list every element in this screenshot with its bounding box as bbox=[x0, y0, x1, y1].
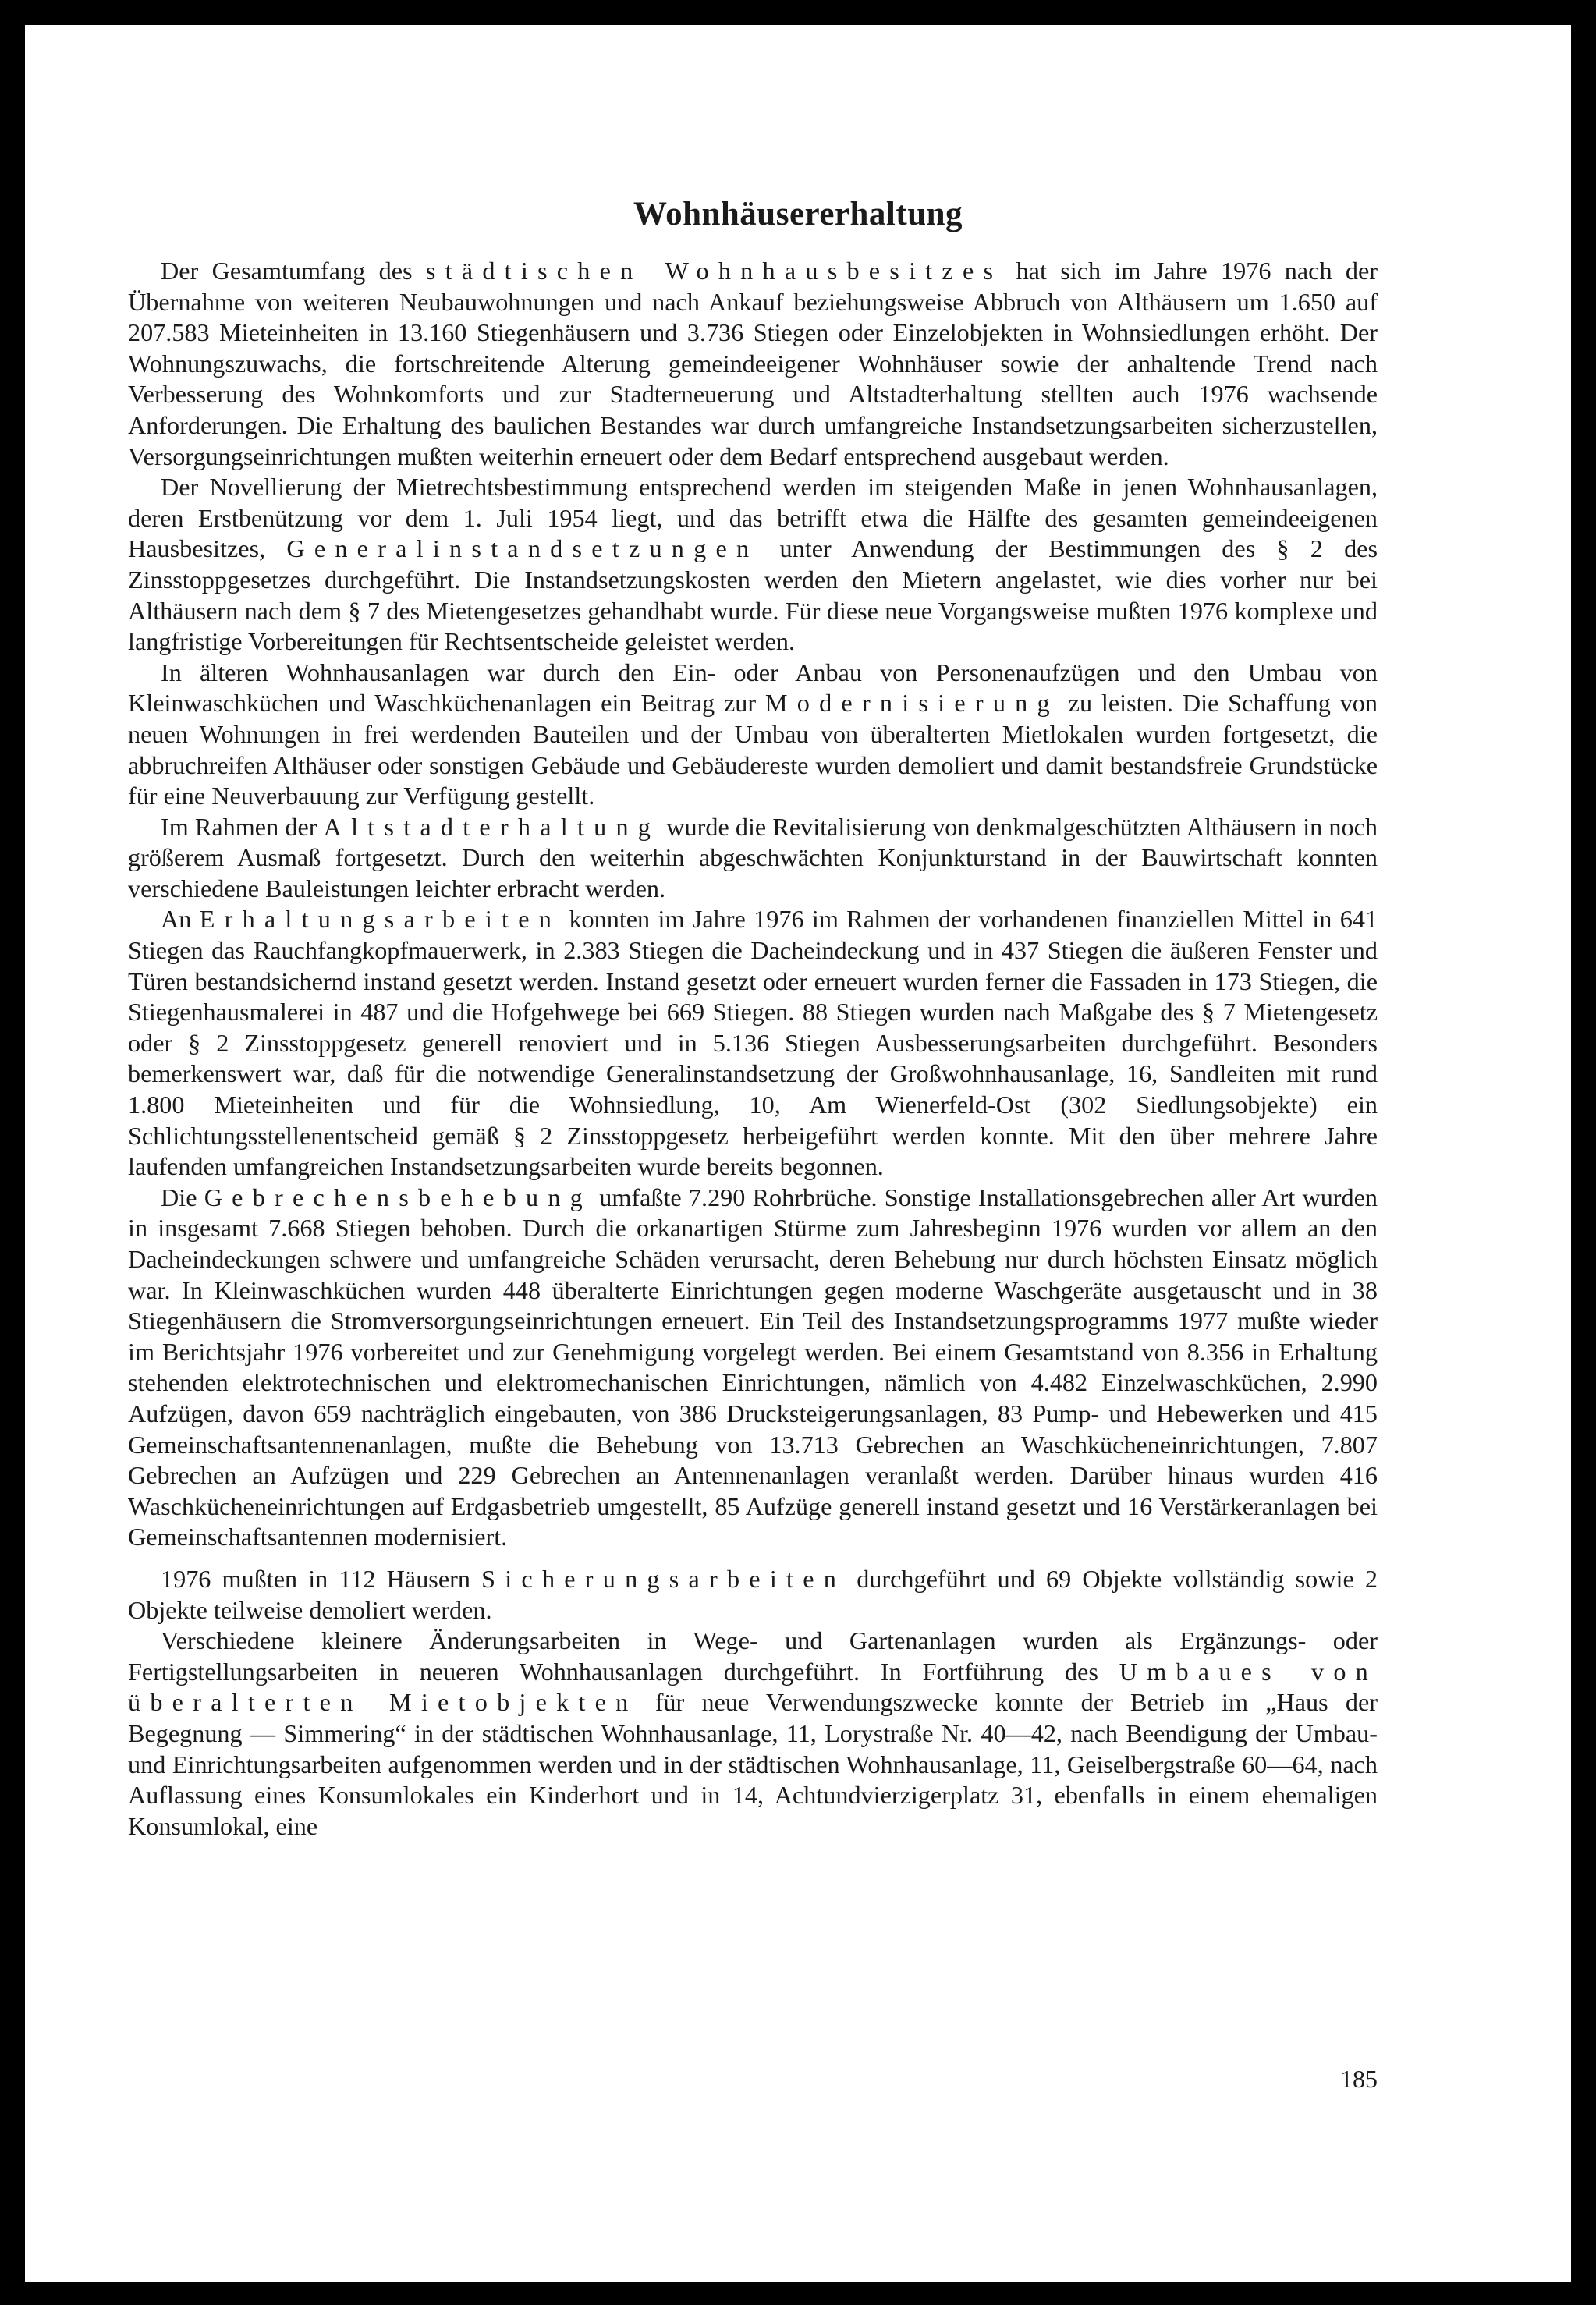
text-run: für neue Verwendungszwecke konnte der Betrieb im „Haus der Begegnung — Simmering“ in der städtischen Wohnhausanlage, 11, Lorystraße Nr. 40—42, nach Beendigung der Umbau- und Einrichtungsarbeiten aufgenommen werden und in der städtischen Wohnhausanlage, 11, Geiselbergstraße 60—64, nach Auflassung eines Konsumlokales ein Kinderhort und in 14, Achtundvierzigerplatz 31, ebenfalls in einem ehemaligen Konsumlokal, eine bbox=[128, 1688, 1378, 1840]
text-run: durchgeführt und 69 Objekte vollständig sowie 2 Objekte teilweise demoliert werden. bbox=[128, 1564, 1378, 1624]
paragraph-umbau bbox=[128, 1626, 1378, 1842]
paragraph-altstadterhaltung bbox=[128, 812, 1378, 905]
emphasized-term: Erhaltungsarbeiten bbox=[199, 905, 562, 934]
emphasized-term: Gebrechensbehebung bbox=[204, 1183, 593, 1211]
text-run: In älteren Wohnhausanlagen war durch den Ein- oder Anbau von Personenaufzügen und den Umbau von Kleinwaschküchen und Waschküchenanlagen ein Beitrag zur bbox=[128, 658, 1378, 718]
emphasized-term: Modernisierung bbox=[764, 689, 1059, 718]
paragraph-generalinstandsetzungen bbox=[128, 472, 1378, 658]
text-run: Im Rahmen der bbox=[161, 812, 324, 841]
page-number: 185 bbox=[1340, 2065, 1378, 2093]
text-run: Die bbox=[161, 1183, 204, 1211]
emphasized-term: Sicherungsarbeiten bbox=[481, 1564, 846, 1593]
text-run: Der Novellierung der Mietrechtsbestimmung entsprechend werden im steigenden Maße in jenen Wohnhausanlagen, deren Erstbenützung vor dem 1. Juli 1954 liegt, und das betrifft etwa die Hälfte des gesamten gemeindeeigenen Hausbesitzes, bbox=[128, 473, 1378, 563]
text-run: konnten im Jahre 1976 im Rahmen der vorhandenen finanziellen Mittel in 641 Stiegen das Rauchfangkopfmauerwerk, in 2.383 Stiegen die Dacheindeckung und in 437 Stiegen die äußeren Fenster und Türen bestandsichernd instand gesetzt werden. Instand gesetzt oder erneuert wurden ferner die Fassaden in 173 Stiegen, die Stiegenhausmalerei in 487 und die Hofgehwege bei 669 Stiegen. 88 Stiegen wurden nach Maßgabe des § 7 Mietengesetz oder § 2 Zinsstoppgesetz generell renoviert und in 5.136 Stiegen Ausbesserungsarbeiten durchgeführt. Besonders bemerkenswert war, daß für die notwendige Generalinstandsetzung der Großwohnhausanlage, 16, Sandleiten mit rund 1.800 Mieteinheiten und für die Wohnsiedlung, 10, Am Wienerfeld-Ost (302 Siedlungsobjekte) ein Schlichtungsstellenentscheid gemäß § 2 Zinsstoppgesetz herbeigeführt werden konnte. Mit den über mehrere Jahre laufenden umfangreichen Instandsetzungsarbeiten wurde bereits begonnen. bbox=[128, 905, 1378, 1181]
emphasized-term: städtischen Wohnhausbesitzes bbox=[425, 257, 1003, 285]
text-run: unter Anwendung der Bestimmungen des § 2 des Zinsstoppgesetzes durchgeführt. Die Instandsetzungskosten werden den Mietern angelastet, wie dies vorher nur bei Althäusern nach dem § 7 des Mietengesetzes gehandhabt wurde. Für diese neue Vorgangsweise mußten 1976 komplexe und langfristige Vorbereitungen für Rechtsentscheide geleistet werden. bbox=[128, 534, 1378, 656]
emphasized-term: Umbaues von überalterten Mietobjekten bbox=[128, 1657, 1378, 1717]
emphasized-term: Generalinstandsetzungen bbox=[286, 534, 759, 563]
text-run: zu leisten. Die Schaffung von neuen Wohnungen in frei werdenden Bauteilen und der Umbau von überalterten Mietlokalen wurden fortgesetzt, die abbruchreifen Althäuser oder sonstigen Gebäude und Gebäudereste wurden demoliert und damit bestandsfreie Grundstücke für eine Neuverbauung zur Verfügung gestellt. bbox=[128, 689, 1378, 810]
text-run: wurde die Revitalisierung von denkmalgeschützten Althäusern in noch größerem Ausmaß fortgesetzt. Durch den weiterhin abgeschwächten Konjunkturstand in der Bauwirtschaft konnten verschiedene Bauleistungen leichter erbracht werden. bbox=[128, 812, 1378, 902]
paragraph-erhaltungsarbeiten bbox=[128, 904, 1378, 1182]
paragraph-wohnhausbesitz bbox=[128, 256, 1378, 472]
paragraph-sicherungsarbeiten bbox=[128, 1564, 1378, 1626]
page-title: Wohnhäusererhaltung bbox=[633, 196, 963, 232]
text-run: 1976 mußten in 112 Häusern bbox=[161, 1564, 482, 1593]
text-run: hat sich im Jahre 1976 nach der Übernahme von weiteren Neubauwohnungen und nach Ankauf beziehungsweise Abbruch von Althäusern um 1.650 auf 207.583 Mieteinheiten in 13.160 Stiegenhäusern und 3.736 Stiegen oder Einzelobjekten in Wohnsiedlungen erhöht. Der Wohnungszuwachs, die fortschreitende Alterung gemeindeeigener Wohnhäuser sowie der anhaltende Trend nach Verbesserung des Wohnkomforts und zur Stadterneuerung und Altstadterhaltung stellten auch 1976 wachsende Anforderungen. Die Erhaltung des baulichen Bestandes war durch umfangreiche Instandsetzungsarbeiten sicherzustellen, Versorgungseinrichtungen mußten weiterhin erneuert oder dem Bedarf entsprechend ausgebaut werden. bbox=[128, 257, 1378, 470]
text-run: Der Gesamtumfang des bbox=[161, 257, 426, 285]
paragraph-modernisierung bbox=[128, 658, 1378, 812]
text-run: umfaßte 7.290 Rohrbrüche. Sonstige Installationsgebrechen aller Art wurden in insgesamt 7.668 Stiegen behoben. Durch die orkanartigen Stürme zum Jahresbeginn 1976 wurden vor allem an den Dacheindeckungen schwere und umfangreiche Schäden verursacht, deren Behebung nur durch höchsten Einsatz möglich war. In Kleinwaschküchen wurden 448 überalterte Einrichtungen gegen moderne Waschgeräte ausgetauscht und in 38 Stiegenhäusern die Stromversorgungseinrichtungen erneuert. Ein Teil des Instandsetzungsprogramms 1977 mußte wieder im Berichtsjahr 1976 vorbereitet und zur Genehmigung vorgelegt werden. Bei einem Gesamtstand von 8.356 in Erhaltung stehenden elektrotechnischen und elektromechanischen Einrichtungen, nämlich von 4.482 Einzelwaschküchen, 2.990 Aufzügen, davon 659 nachträglich eingebauten, von 386 Drucksteigerungsanlagen, 83 Pump- und Hebewerken und 415 Gemeinschaftsantennenanlagen, mußte die Behebung von 13.713 Gebrechen an Waschkücheneinrichtungen, 7.807 Gebrechen an Aufzügen und 229 Gebrechen an Antennenanlagen veranlaßt werden. Darüber hinaus wurden 416 Waschkücheneinrichtungen auf Erdgasbetrieb umgestellt, 85 Aufzüge generell instand gesetzt und 16 Verstärkeranlagen bei Gemeinschaftsantennen modernisiert. bbox=[128, 1183, 1378, 1551]
emphasized-term: Altstadterhaltung bbox=[323, 812, 661, 841]
document-page bbox=[25, 25, 1571, 2282]
paragraph-gebrechensbehebung bbox=[128, 1183, 1378, 1553]
body-text bbox=[128, 256, 1378, 1842]
text-run: Verschiedene kleinere Änderungsarbeiten in Wege- und Gartenanlagen wurden als Ergänzungs- oder Fertigstellungsarbeiten in neueren Wohnhausanlagen durchgeführt. In Fortführung des bbox=[128, 1626, 1378, 1686]
text-run: An bbox=[161, 905, 200, 934]
